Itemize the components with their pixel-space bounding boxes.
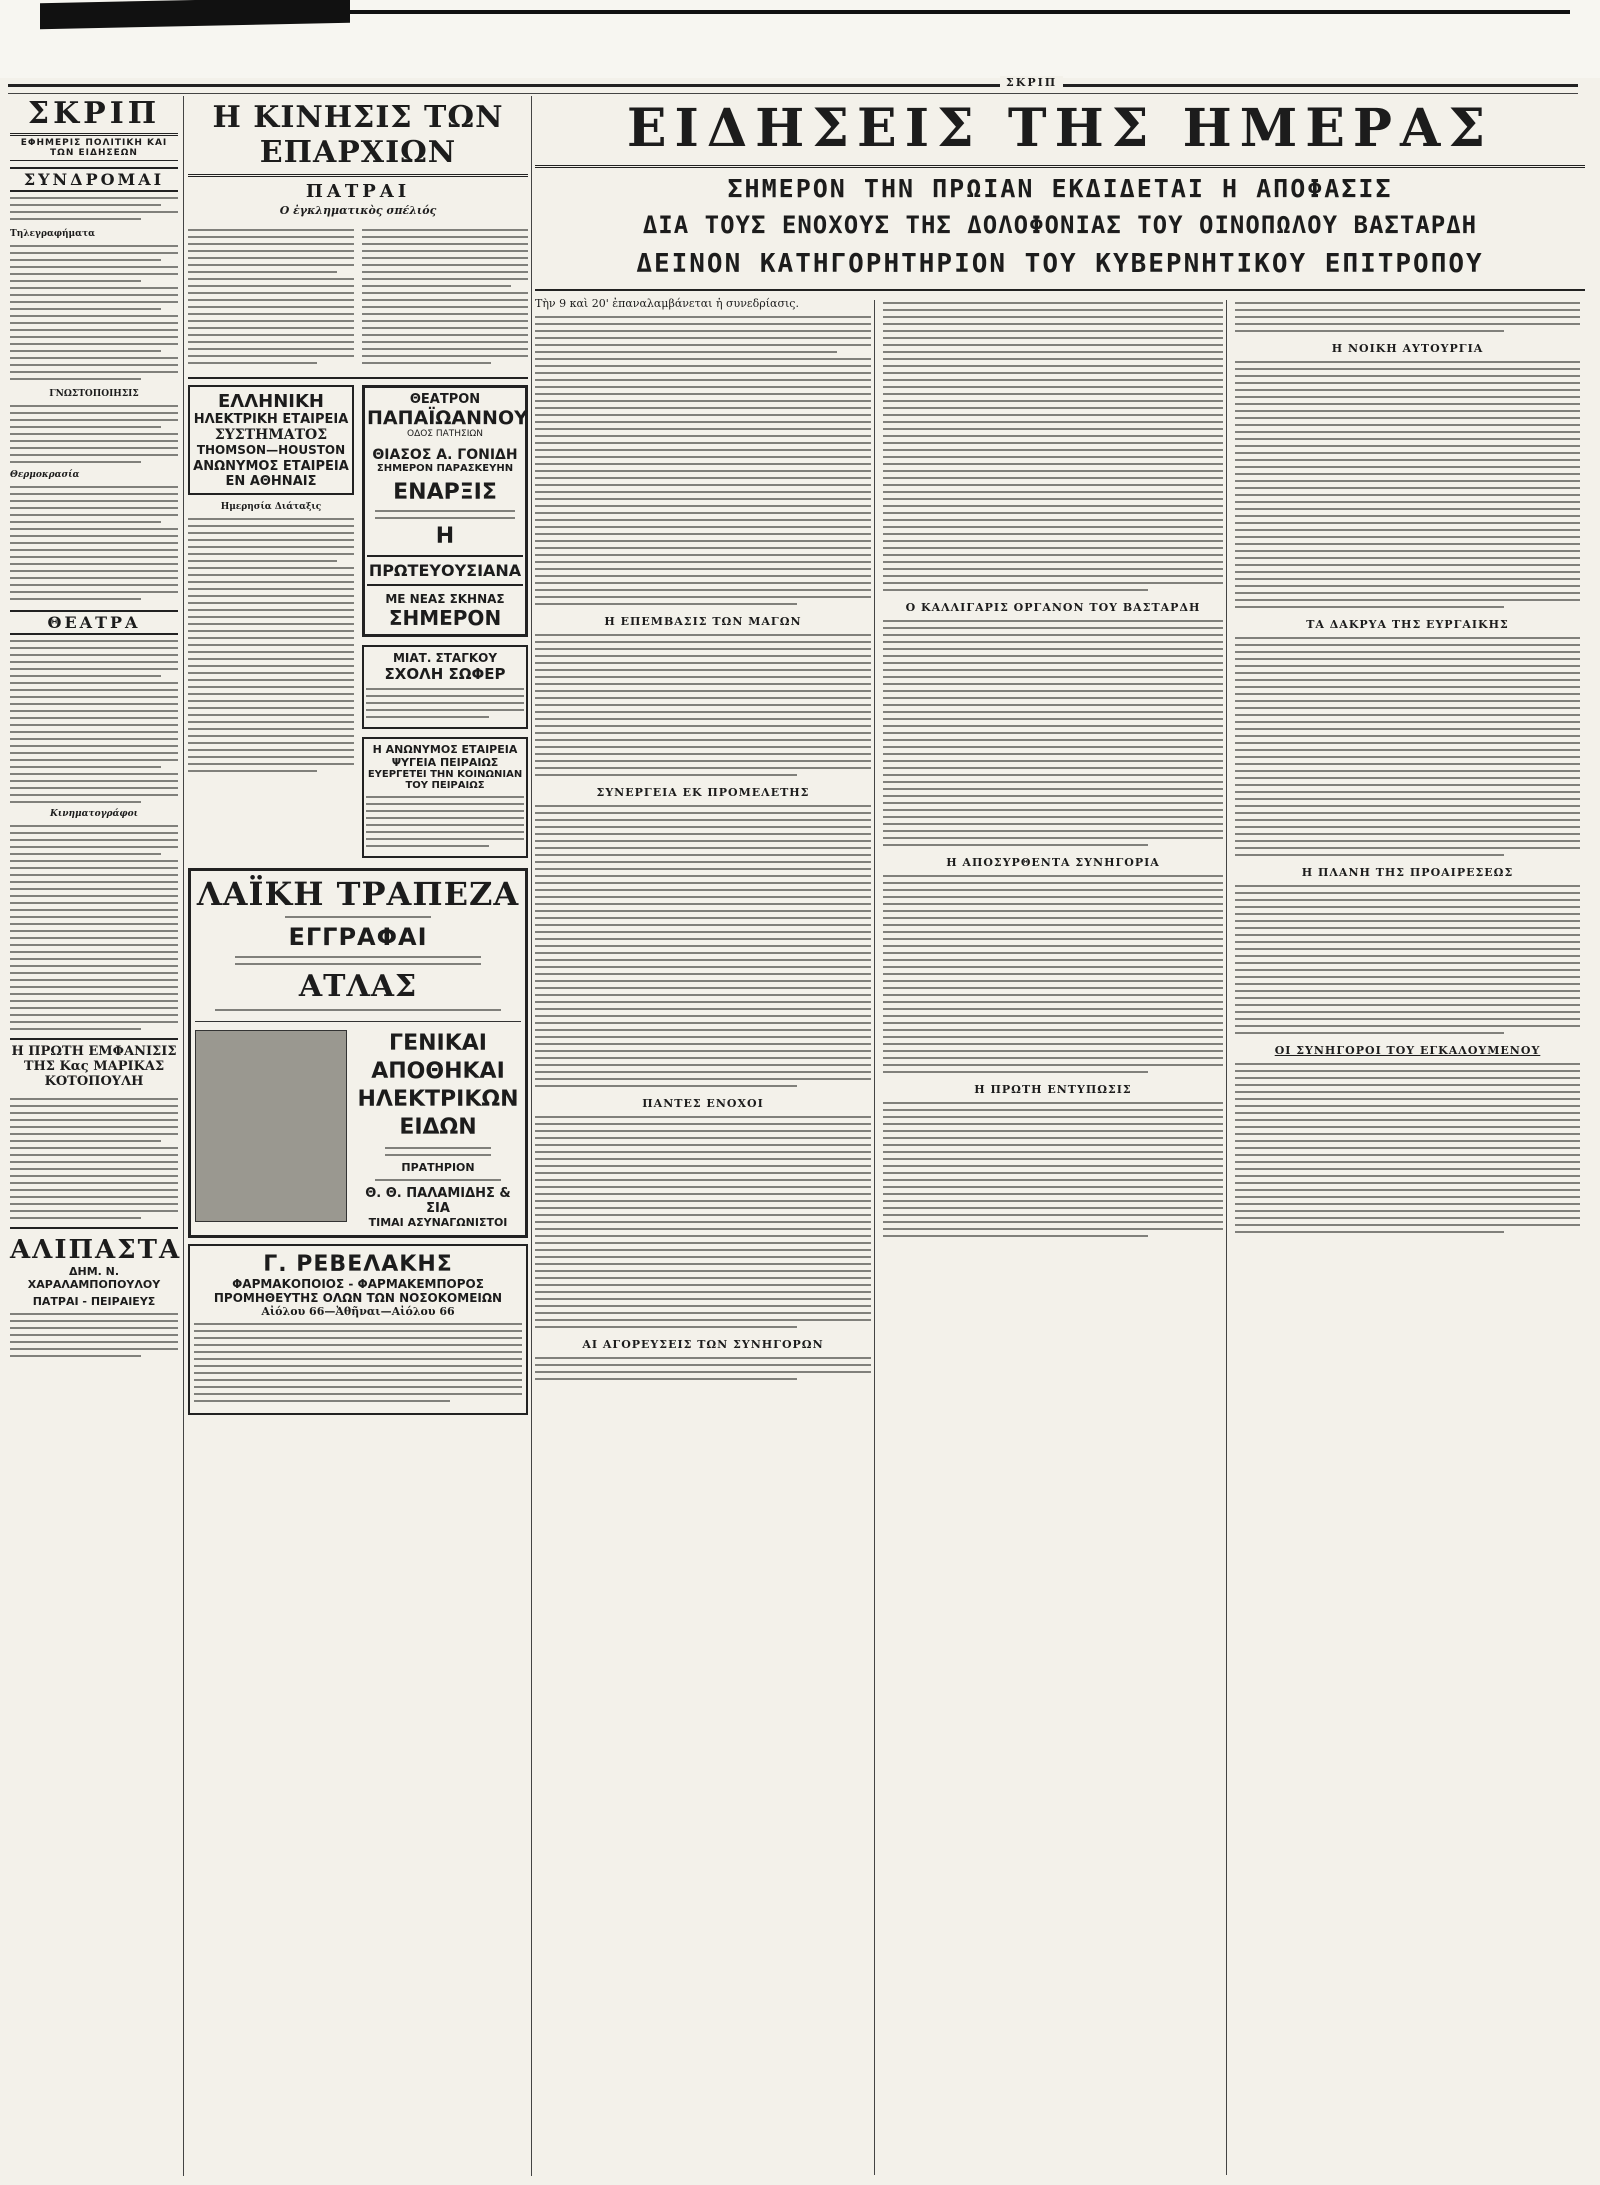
right-ad-stack: [362, 385, 528, 858]
page-top-margin: [0, 0, 1600, 78]
subheading: Η ΠΛΑΝΗ ΤΗΣ ΠΡΟΑΙΡΕΣΕΩΣ: [1301, 866, 1514, 879]
ad-line: Θ. Θ. ΠΑΛΑΜΙΔΗΣ & ΣΙΑ: [365, 1186, 511, 1216]
text-block: [10, 1098, 178, 1219]
text-block: [535, 1116, 871, 1328]
scan-top-line: [350, 10, 1570, 14]
ad-line: ΘΕΑΤΡΟΝ: [409, 392, 481, 407]
ad-line: ΘΙΑΣΟΣ Α. ΓΟΝΙΔΗ: [372, 447, 518, 463]
ad-line: ΑΝΩΝΥΜΟΣ ΕΤΑΙΡΕΙΑ: [193, 459, 349, 474]
text-block: [355, 1147, 521, 1156]
story-column: [883, 297, 1223, 1385]
alipasta-ad: [10, 1227, 182, 1308]
text-block: [367, 510, 523, 519]
theatre-ad: [362, 385, 528, 637]
ad-line: ΣΗΜΕΡΟΝ ΠΑΡΑΣΚΕΥΗΝ: [376, 463, 514, 474]
scan-ink-blot: [40, 0, 350, 29]
text-block: [1235, 302, 1580, 332]
subheading: ΑΙ ΑΓΟΡΕΥΣΕΙΣ ΤΩΝ ΣΥΝΗΓΟΡΩΝ: [582, 1338, 824, 1351]
text-block: [188, 518, 354, 772]
ad-line: ΣΗΜΕΡΟΝ: [388, 606, 502, 630]
text-block: [366, 688, 524, 718]
page-title: ΕΙΔΗΣΕΙΣ ΤΗΣ ΗΜΕΡΑΣ: [535, 96, 1585, 168]
text-block: [1235, 637, 1580, 856]
ad-line: ΑΤΛΑΣ: [298, 969, 418, 1004]
column-rule: [183, 96, 184, 2176]
text-block: [10, 640, 178, 803]
headline: ΔΕΙΝΟΝ ΚΑΤΗΓΟΡΗΤΗΡΙΟΝ ΤΟΥ ΚΥΒΕΡΝΗΤΙΚΟΥ ΕΠΙΤΡΟΠΟΥ: [535, 249, 1585, 291]
ad-line: ΔΗΜ. Ν. ΧΑΡΑΛΑΜΠΟΠΟΥΛΟΥ: [27, 1265, 161, 1291]
text-block: [535, 1357, 871, 1380]
ad-line: Γ. ΡΕΒΕΛΑΚΗΣ: [263, 1252, 453, 1277]
paper-name: ΣΚΡΙΠ: [10, 96, 178, 136]
ad-line: ΣΥΣΤΗΜΑΤΟΣ: [214, 427, 328, 443]
text-block: [1235, 361, 1580, 608]
text-block: [194, 1323, 522, 1402]
ad-line: ΕΛΛΗΝΙΚΗ: [218, 391, 324, 412]
text-block: [195, 956, 521, 965]
text-block: [10, 825, 178, 1030]
story-column: [535, 297, 871, 1385]
text-block: [10, 245, 178, 282]
ad-line: ΕΝΑΡΞΙΣ: [393, 480, 497, 505]
story-columns: [535, 297, 1585, 1385]
notice-heading: Η ΠΡΩΤΗ ΕΜΦΑΝΙΣΙΣ ΤΗΣ Κας ΜΑΡΙΚΑΣ ΚΟΤΟΠΟΥΛΗ: [10, 1038, 178, 1093]
cinema-heading: Κινηματογράφοι: [50, 809, 138, 819]
text-block: [883, 1102, 1223, 1237]
subheading: ΤΑ ΔΑΚΡΥΑ ΤΗΣ ΕΥΡΓΑΙΚΗΣ: [1306, 618, 1509, 631]
text-block: [195, 916, 521, 918]
text-block: [10, 287, 178, 380]
ad-line: ΦΑΡΜΑΚΟΠΟΙΟΣ - ΦΑΡΜΑΚΕΜΠΟΡΟΣ: [232, 1277, 484, 1291]
ad-line: ΕΝ ΑΘΗΝΑΙΣ: [225, 474, 317, 489]
school-ad: [362, 645, 528, 729]
text-block: [1235, 1063, 1580, 1233]
ad-line: ΨΥΓΕΙΑ ΠΕΙΡΑΙΩΣ: [391, 756, 499, 769]
ad-line: ΕΥΕΡΓΕΤΕΙ ΤΗΝ ΚΟΙΝΩΝΙΑΝ: [367, 769, 523, 780]
ad-place: ΠΑΤΡΑΙ - ΠΕΙΡΑΙΕΥΣ: [32, 1295, 156, 1308]
ad-line: ΗΛΕΚΤΡΙΚΗ ΕΤΑΙΡΕΙΑ: [193, 412, 349, 427]
subheading: Η ΕΠΕΜΒΑΣΙΣ ΤΩΝ ΜΑΓΩΝ: [604, 615, 802, 628]
article-columns: [188, 221, 528, 369]
bank-ad: [188, 868, 528, 1238]
text-block: [10, 1313, 178, 1357]
text-block: [362, 224, 528, 369]
ad-line: Η: [435, 524, 455, 549]
text-block: [195, 1009, 521, 1011]
text-block: [10, 197, 178, 220]
subheading: ΣΥΝΕΡΓΕΙΑ ΕΚ ΠΡΟΜΕΛΕΤΗΣ: [596, 786, 810, 799]
subscription-heading: ΣΥΝΔΡΟΜΑΙ: [10, 167, 178, 192]
ad-line: ΠΡΟΜΗΘΕΥΤΗΣ ΟΛΩΝ ΤΩΝ ΝΟΣΟΚΟΜΕΙΩΝ: [213, 1291, 503, 1305]
section-heading: ΓΝΩΣΤΟΠΟΙΗΣΙΣ: [49, 389, 139, 399]
text-block: [883, 620, 1223, 846]
ad-line: ΠΡΑΤΗΡΙΟΝ: [401, 1161, 475, 1174]
text-block: [188, 224, 354, 369]
story-column: [1235, 297, 1580, 1385]
pharmacy-ad: [188, 1244, 528, 1415]
text-block: [355, 1179, 521, 1181]
notice-heading: Ημερησία Διάταξις: [220, 502, 322, 512]
ad-line: ΕΓΓΡΑΦΑΙ: [288, 923, 428, 951]
running-head-rule: [8, 84, 1578, 94]
subheading: ΟΙ ΣΥΝΗΓΟΡΟΙ ΤΟΥ ΕΓΚΑΛΟΥΜΕΝΟΥ: [1274, 1044, 1541, 1057]
ad-line: ΓΕΝΙΚΑΙ ΑΠΟΘΗΚΑΙ: [371, 1031, 505, 1084]
subheading: ΠΑΝΤΕΣ ΕΝΟΧΟΙ: [642, 1097, 764, 1110]
text-block: [535, 316, 871, 605]
ad-line: ΗΛΕΚΤΡΙΚΩΝ ΕΙΔΩΝ: [357, 1087, 519, 1140]
section-heading: Τηλεγραφήματα: [10, 229, 96, 239]
headline: ΣΗΜΕΡΟΝ ΤΗΝ ΠΡΩΙΑΝ ΕΚΔΙΔΕΤΑΙ Η ΑΠΟΦΑΣΙΣ: [727, 174, 1393, 203]
theatres-heading: ΘΕΑΤΡΑ: [10, 610, 178, 635]
electric-motor-illustration: [195, 1030, 347, 1222]
electric-ad: [188, 385, 354, 495]
text-block: [883, 302, 1223, 591]
section-subtitle: Ο ἐγκληματικὸς σπέλιός: [279, 204, 437, 217]
ad-line: ΤΙΜΑΙ ΑΣΥΝΑΓΩΝΙΣΤΟΙ: [368, 1216, 508, 1229]
subheading: Η ΠΡΩΤΗ ΕΝΤΥΠΩΣΙΣ: [974, 1083, 1132, 1096]
ad-line: Αἰόλου 66—Ἀθῆναι—Αἰόλου 66: [261, 1305, 455, 1318]
electric-company-notice: [188, 385, 354, 858]
ad-line: ΟΔΟΣ ΠΑΤΗΣΙΩΝ: [406, 429, 483, 439]
text-block: [10, 405, 178, 463]
section-city: ΠΑΤΡΑΙ: [305, 181, 411, 202]
ad-line: ΜΙΑΤ. ΣΤΑΓΚΟΥ: [392, 651, 498, 665]
text-block: [535, 634, 871, 776]
main-story: [535, 96, 1585, 1385]
column-rule: [531, 96, 532, 2176]
text-block: [366, 796, 524, 847]
ad-line: Η ΑΝΩΝΥΜΟΣ ΕΤΑΙΡΕΙΑ: [372, 743, 518, 756]
paper-tagline: ΕΦΗΜΕΡΙΣ ΠΟΛΙΤΙΚΗ ΚΑΙ ΤΩΝ ΕΙΔΗΣΕΩΝ: [10, 136, 178, 161]
section-heading: Θερμοκρασία: [10, 470, 80, 480]
text-block: [883, 875, 1223, 1073]
ad-line: THOMSON—HOUSTON: [196, 443, 346, 457]
ad-line: ΣΧΟΛΗ ΣΩΦΕΡ: [384, 665, 506, 683]
warehouse-text: [355, 1030, 521, 1229]
ad-title: ΑΛΙΠΑΣΤΑ: [10, 1235, 182, 1265]
ad-line: ΠΡΩΤΕΥΟΥΣΙΑΝΑ: [367, 555, 523, 586]
subheading: Η ΑΠΟΣΥΡΘΕΝΤΑ ΣΥΝΗΓΟΡΙΑ: [946, 856, 1160, 869]
subheading: Ο ΚΑΛΛΙΓΑΡΙΣ ΟΡΓΑΝΟΝ ΤΟΥ ΒΑΣΤΑΡΔΗ: [905, 601, 1201, 614]
subheading: Η ΝΟΙΚΗ ΑΥΤΟΥΡΓΙΑ: [1331, 342, 1484, 355]
ad-line: ΜΕ ΝΕΑΣ ΣΚΗΝΑΣ: [385, 592, 505, 606]
text-block: [535, 805, 871, 1087]
ice-ad: [362, 737, 528, 858]
headline: ΔΙΑ ΤΟΥΣ ΕΝΟΧΟΥΣ ΤΗΣ ΔΟΛΟΦΟΝΙΑΣ ΤΟΥ ΟΙΝΟΠΩΛΟΥ ΒΑΣΤΑΡΔΗ: [642, 211, 1478, 239]
text-block: [10, 486, 178, 600]
lead-paragraph: Τὴν 9 καὶ 20' ἐπαναλαμβάνεται ἡ συνεδρίασις.: [535, 297, 799, 310]
ad-row: [188, 377, 528, 858]
ad-line: ΠΑΠΑΪΩΑΝΝΟΥ: [367, 407, 528, 429]
section-title: Η ΚΙΝΗΣΙΣ ΤΩΝ ΕΠΑΡΧΙΩΝ: [188, 96, 528, 177]
electrical-warehouse-ad: [195, 1021, 521, 1229]
middle-column: [188, 96, 528, 1415]
ad-line: ΤΟΥ ΠΕΙΡΑΙΩΣ: [405, 780, 485, 791]
running-head: ΣΚΡΙΠ: [1000, 76, 1063, 89]
text-block: [1235, 885, 1580, 1034]
left-column: [10, 96, 182, 1362]
ad-line: ΛΑΪΚΗ ΤΡΑΠΕΖΑ: [196, 875, 520, 913]
